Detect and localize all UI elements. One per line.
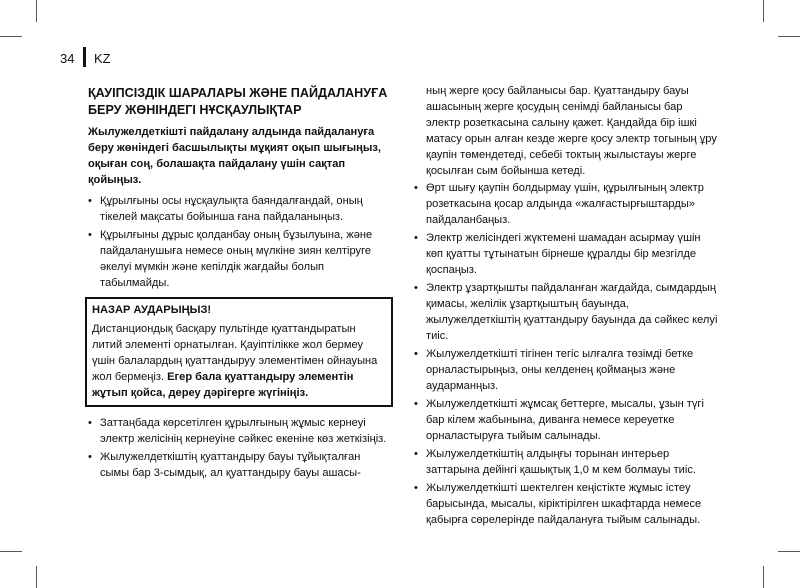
page-number: 34 [60,51,75,66]
warning-text [92,321,385,401]
crop-mark [763,0,764,22]
bullet-list [414,180,719,528]
right-column [414,83,719,534]
list-item: • Жылужелдеткішті жұмсақ беттерге, мысалы, ұзын түгі бар кілем жабынына, диванға немесе кереуетке орналастыруға тыйым салынады. [414,396,719,444]
warning-text-bold: Егер бала қуаттандыру элементін жұтып қойса, дереу дәрігерге жүгініңіз. [92,371,354,400]
header-divider [83,47,86,67]
list-item: • Заттаңбада көрсетілген құрылғының жұмыс кернеуі электр желісінің кернеуіне сәйкес екеніне көз жеткізіңіз. [88,415,388,447]
list-item: • Құрылғыны осы нұсқаулықта баяндалғандай, оның тікелей мақсаты бойынша ғана пайдаланыңыз. [88,193,388,225]
language-code: KZ [94,51,111,66]
list-item: • Электр желісіндегі жүктемені шамадан асырмау үшін көп қуатты тұтынатын бірнеше құралды бір мезгілде қоспаңыз. [414,230,719,278]
list-item: • Жылужелдеткіштің алдыңғы торынан интерьер заттарына дейінгі қашықтық 1,0 м кем болмауы тиіс. [414,446,719,478]
list-item: • Құрылғыны дұрыс қолданбау оның бұзылуына, және пайдаланушыға немесе оның мүлкіне зиян келтіруге әкелуі мүмкін және кепілдік жағдайы болып табылмайды. [88,227,388,291]
list-item: • Жылужелдеткіштің қуаттандыру бауы тұйықталған сымы бар 3-сымдық, ал қуаттандыру бауы ашасы- [88,449,388,481]
crop-mark [0,551,22,552]
bullet-list [88,415,388,481]
list-item: • Жылужелдеткішті шектелген кеңістікте жұмыс істеу барысында, мысалы, кіріктірілген шкафтарда немесе қабырға сөрелерінде пайдалануға тыйым салынады. [414,480,719,528]
lead-paragraph: Жылужелдеткішті пайдалану алдында пайдалануға беру жөніндегі басшылықты мұқият оқып шығыңыз, оқыған соң, болашақта пайдалану үшін сақтап қойыңыз. [88,126,381,187]
list-item: • Жылужелдеткішті тігінен тегіс ылғалға төзімді бетке орналастырыңыз, оны келденең қоймаңыз және аударманңыз. [414,346,719,394]
warning-title: НАЗАР АУДАРЫҢЫЗ! [92,304,212,317]
crop-mark [0,36,22,37]
crop-mark [778,36,800,37]
continued-paragraph: ның жерге қосу байланысы бар. Қуаттандыру бауы ашасының жерге қосудың сенімді байланысы бар электр розеткасына салыну қажет. Қандайда бір ішкі матасу орын алған кезде жерге қосу электр тогының ұру қаупін төмендетеді, себебі токтың жылыстауы жерге қосылған сым бойынша кетеді. [426,85,717,177]
warning-text-regular: Дистанциондық басқару пультінде қуаттандыратын литий элементі орнатылған. Қауіптілікке жол бермеу үшін балалардың қуаттандыруу элементімен ойнауына жол бермеңіз. [92,323,378,384]
warning-box [85,297,393,407]
section-title: ҚАУІПСІЗДІК ШАРАЛАРЫ ЖӘНЕ ПАЙДАЛАНУҒА БЕРУ ЖӨНІНДЕГІ НҰСҚАУЛЫҚТАР [88,86,388,117]
crop-mark [763,566,764,588]
list-item: • Электр ұзартқышты пайдаланған жағдайда, сымдардың қимасы, желілік ұзартқыштың бауында, жылужелдеткіштің қуаттандыру бауында да сәйкес келуі тиіс. [414,280,719,344]
crop-mark [36,0,37,22]
crop-mark [778,551,800,552]
list-item: • Өрт шығу қаупін болдырмау үшін, құрылғының электр розеткасына қосар алдында «жалғастырғыштарды» пайдаланбаңыз. [414,180,719,228]
bullet-list [88,193,388,291]
crop-mark [36,566,37,588]
left-column [88,85,388,487]
